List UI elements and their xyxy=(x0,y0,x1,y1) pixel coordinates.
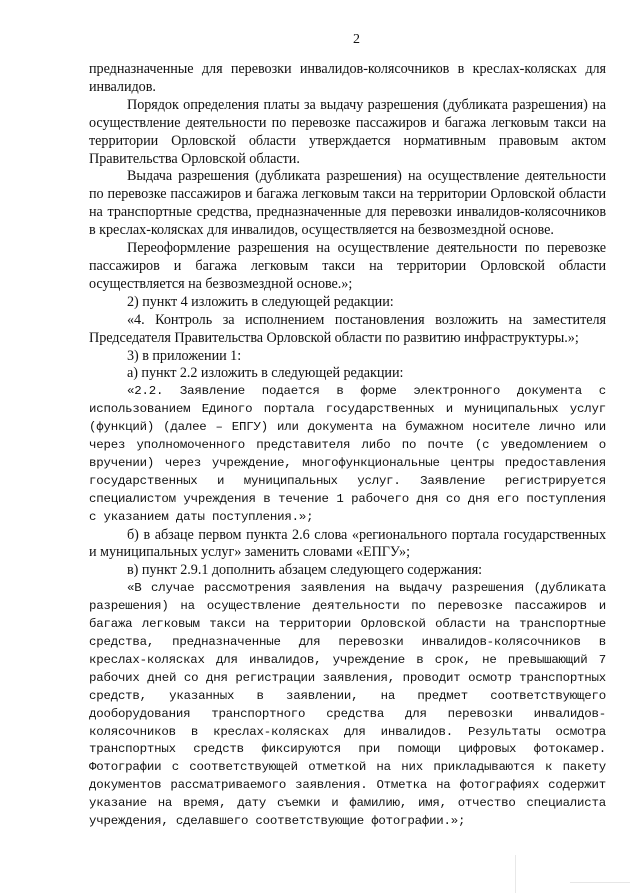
document-body xyxy=(89,61,606,831)
paragraph-item-2: 2) пункт 4 изложить в следующей редакции: xyxy=(127,293,394,310)
paragraph-item-a: а) пункт 2.2 изложить в следующей редакции: xyxy=(127,365,404,382)
paragraph-item-3: 3) в приложении 1: xyxy=(127,347,242,364)
paragraph-reissue: Переоформление разрешения на осуществление деятельности по перевозке пассажиров и багажа легковым такси на территории Орловской области осуществляется на безвозмездной основе.»; xyxy=(89,240,606,292)
scan-corner-mark xyxy=(570,882,630,893)
scan-edge-mark xyxy=(515,855,516,893)
paragraph-control: «4. Контроль за исполнением постановления возложить на заместителя Председателя Правительства Орловской области по развитию инфраструктуры.»; xyxy=(89,311,606,346)
paragraph-inspection: «В случае рассмотрения заявления на выдачу разрешения (дубликата разрешения) на осуществление деятельности по перевозке пассажиров и багажа легковым такси на территории Орловской области на транспортные средства, предназначенные для перевозки инвалидов-колясочников в креслах-колясках для инвалидов, учреждение в срок, не превышающий 7 рабочих дней со дня регистрации заявления, проводит осмотр транспортных средств, указанных в заявлении, на предмет соответствующего дооборудования транспортного средства для перевозки инвалидов-колясочников в креслах-колясках для инвалидов. Результаты осмотра транспортных средств фиксируются при помощи цифровых фотокамер. Фотографии с соответствующей отметкой на них прикладываются к пакету документов рассматриваемого заявления. Отметка на фотографиях содержит указание на время, дату съемки и фамилию, имя, отчество специалиста учреждения, сделавшего соответствующие фотографии.»; xyxy=(89,581,606,829)
paragraph-2-2: «2.2. Заявление подается в форме электронного документа с использованием Единого портала государственных и муниципальных услуг (функций) (далее – ЕПГУ) или документа на бумажном носителе лично или через уполномоченного представителя либо по почте (с уведомлением о вручении) через учреждение, многофункциональные центры предоставления государственных и муниципальных услуг. Заявление регистрируется специалистом учреждения в течение 1 рабочего дня со дня его поступления с указанием даты поступления.»; xyxy=(89,384,606,524)
page-number: 2 xyxy=(353,32,360,47)
paragraph-item-v: в) пункт 2.9.1 дополнить абзацем следующего содержания: xyxy=(127,562,483,579)
paragraph-item-b: б) в абзаце первом пункта 2.6 слова «регионального портала государственных и муниципальных услуг» заменить словами «ЕПГУ»; xyxy=(89,526,606,561)
paragraph-fee-order: Порядок определения платы за выдачу разрешения (дубликата разрешения) на осуществление деятельности по перевозке пассажиров и багажа легковым такси на территории Орловской области утверждается нормативным правовым актом Правительства Орловской области. xyxy=(89,96,606,167)
paragraph-continuation: предназначенные для перевозки инвалидов-колясочников в креслах-колясках для инвалидов. xyxy=(89,61,606,95)
paragraph-free-issue: Выдача разрешения (дубликата разрешения) на осуществление деятельности по перевозке пассажиров и багажа легковым такси на территории Орловской области на транспортные средства, предназначенные для перевозки инвалидов-колясочников в креслах-колясках для инвалидов, осуществляется на безвозмездной основе. xyxy=(89,168,606,239)
